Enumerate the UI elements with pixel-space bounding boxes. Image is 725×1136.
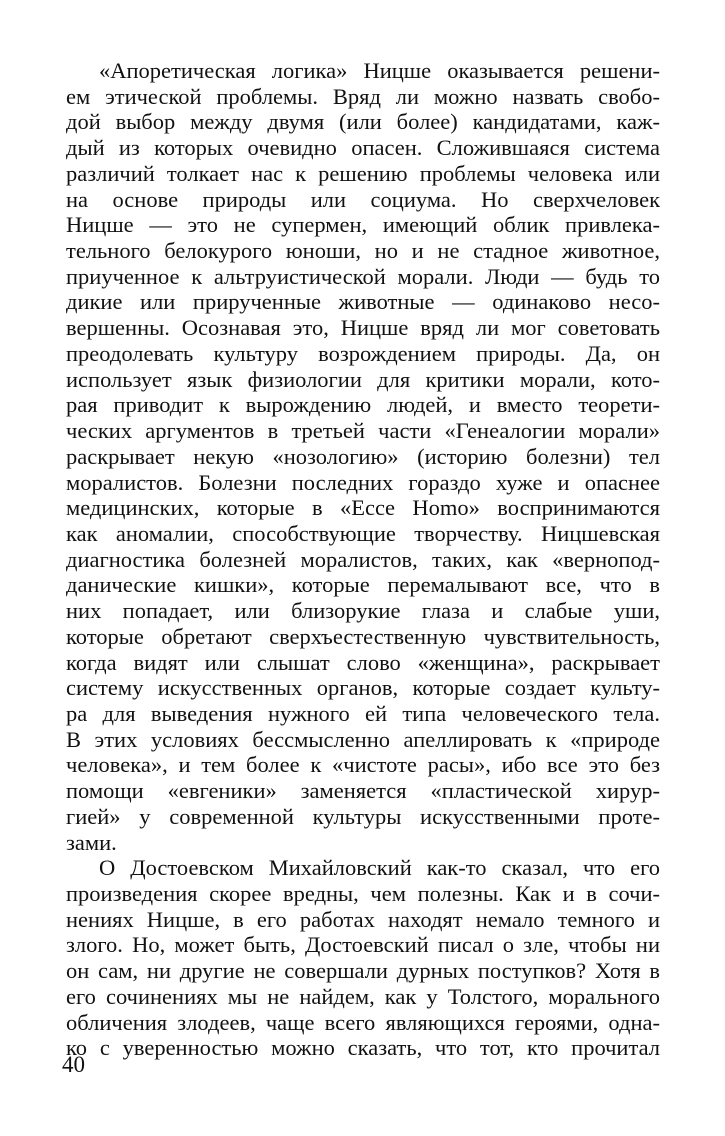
text-line: он сам, ни другие не совершали дурных поступков? Хотя в [66, 958, 660, 984]
text-line: моралистов. Болезни последних гораздо хуже и опаснее [66, 469, 660, 495]
page-body-text [66, 58, 660, 1061]
text-line: «Апоретическая логика» Ницше оказывается решени- [99, 58, 660, 83]
text-line: дикие или прирученные животные — одинаково несо- [66, 289, 660, 315]
text-line: на основе природы или социума. Но сверхчеловек [66, 186, 660, 212]
text-line: гией» у современной культуры искусственными проте- [66, 803, 660, 829]
text-line: использует язык физиологии для критики морали, кото- [66, 366, 660, 392]
text-line: данические кишки», которые перемалывают все, что в [66, 572, 660, 598]
text-line: раскрывает некую «нозологию» (историю болезни) тел [66, 443, 660, 469]
page-number: 40 [62, 1052, 85, 1077]
text-line: произведения скорее вредны, чем полезны. Как и в сочи- [66, 881, 660, 906]
text-line: ем этической проблемы. Вряд ли можно назвать свобо- [66, 83, 660, 109]
text-line: дый из которых очевидно опасен. Сложившаяся система [66, 135, 660, 161]
text-line: которые обретают сверхъестественную чувствительность, [66, 623, 660, 649]
text-line: приученное к альтруистической морали. Люди — будь то [66, 263, 660, 289]
text-line: дой выбор между двумя (или более) кандидатами, каж- [66, 109, 660, 135]
text-line: помощи «евгеники» заменяется «пластической хирур- [66, 778, 660, 804]
text-line: ра для выведения нужного ей типа человеческого тела. [66, 700, 660, 726]
text-line: ческих аргументов в третьей части «Генеалогии морали» [66, 418, 660, 444]
text-line: вершенны. Осознавая это, Ницше вряд ли мог советовать [66, 315, 660, 341]
text-line: систему искусственных органов, которые создает культу- [66, 675, 660, 701]
text-line: В этих условиях бессмысленно апеллировать к «природе [66, 726, 660, 752]
text-line: О Достоевском Михайловский как-то сказал, что его [99, 855, 660, 881]
text-line: рая приводит к вырождению людей, и вместо теорети- [66, 392, 660, 418]
text-line: них попадает, или близорукие глаза и слабые уши, [66, 598, 660, 624]
text-line: как аномалии, способствующие творчеству. Ницшевская [66, 520, 660, 546]
text-line: зами. [66, 829, 117, 855]
text-line: обличения злодеев, чаще всего являющихся героями, одна- [66, 1009, 660, 1035]
text-line: его сочинениях мы не найдем, как у Толстого, морального [66, 983, 660, 1009]
text-line: ко с уверенностью можно сказать, что тот, кто прочитал [66, 1035, 660, 1061]
text-line: тельного белокурого юноши, но и не стадное животное, [66, 238, 660, 264]
text-line: медицинских, которые в «Ecce Homo» воспринимаются [66, 495, 660, 521]
text-line: различий толкает нас к решению проблемы человека или [66, 160, 660, 186]
text-line: человека», и тем более к «чистоте расы», ибо все это без [66, 752, 660, 778]
text-line: преодолевать культуру возрождением природы. Да, он [66, 340, 660, 366]
text-line: диагностика болезней моралистов, таких, как «вернопод- [66, 546, 660, 572]
text-line: нениях Ницше, в его работах находят немало темного и [66, 906, 660, 932]
text-line: когда видят или слышат слово «женщина», раскрывает [66, 649, 660, 675]
text-line: Ницше — это не супермен, имеющий облик привлека- [66, 212, 660, 238]
text-line: злого. Но, может быть, Достоевский писал о зле, чтобы ни [66, 932, 660, 958]
